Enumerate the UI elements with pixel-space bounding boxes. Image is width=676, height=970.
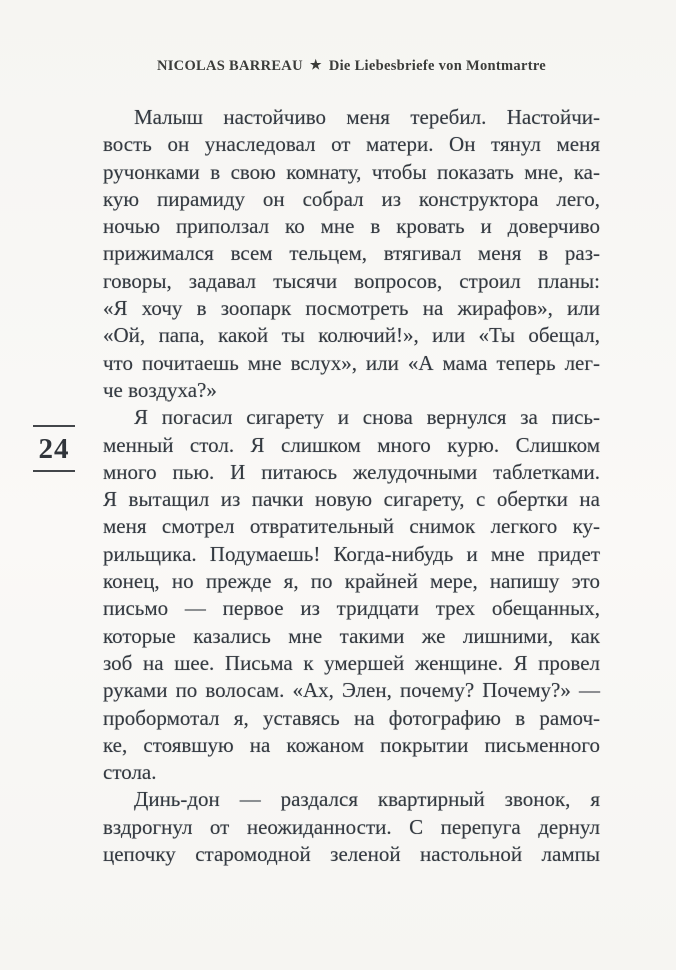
running-head-title: Die Liebesbriefe von Montmartre: [328, 58, 547, 74]
text-line: руками по волосам. «Ах, Элен, почему? Почему?» —: [103, 678, 600, 703]
text-line: «Я хочу в зоопарк посмотреть на жирафов», или: [103, 296, 600, 321]
text-line: Я вытащил из пачки новую сигарету, с обертки на: [103, 487, 600, 512]
text-line: Я погасил сигарету и снова вернулся за пись-: [134, 405, 600, 430]
text-line: рильщика. Подумаешь! Когда-нибудь и мне придет: [103, 541, 600, 566]
text-line: цепочку старомодной зеленой настольной лампы: [103, 842, 600, 867]
text-line: меня смотрел отвратительный снимок легкого ку-: [103, 514, 600, 539]
text-line: говоры, задавал тысячи вопросов, строил планы:: [103, 268, 600, 293]
text-line: зоб на шее. Письма к умершей женщине. Я провел: [103, 650, 600, 675]
text-line: письмо — первое из тридцати трех обещанных,: [103, 596, 600, 621]
text-line: прижимался всем тельцем, втягивал меня в раз-: [103, 241, 600, 266]
page-number-rule-bottom: [33, 470, 75, 472]
page-number-marker: [28, 425, 80, 472]
page-number: 24: [38, 433, 70, 465]
text-line: менный стол. Я слишком много курю. Слишком: [103, 432, 600, 457]
text-line: Малыш настойчиво меня теребил. Настойчи-: [134, 105, 600, 129]
text-line: кую пирамиду он собрал из конструктора лего,: [103, 186, 600, 211]
text-line: че воздуха?»: [103, 377, 217, 402]
text-line: конец, но прежде я, по крайней мере, напишу это: [103, 569, 600, 594]
text-line: стола.: [103, 760, 157, 785]
running-head-author: NICOLAS BARREAU: [156, 58, 303, 74]
text-line: «Ой, папа, какой ты колючий!», или «Ты обещал,: [103, 323, 600, 348]
text-line: которые казались мне такими же лишними, как: [103, 623, 600, 648]
running-head: [103, 58, 600, 75]
text-line: ночью приползал ко мне в кровать и доверчиво: [103, 214, 600, 239]
page-body: [103, 104, 600, 868]
text-line: вость он унаследовал от матери. Он тянул меня: [103, 132, 600, 157]
text-line: много пью. И питаюсь желудочными таблетками.: [103, 459, 600, 484]
text-line: пробормотал я, уставясь на фотографию в рамоч-: [103, 705, 600, 730]
text-line: Динь-дон — раздался квартирный звонок, я: [134, 787, 600, 812]
text-line: вздрогнул от неожиданности. С перепуга дернул: [103, 814, 600, 839]
star-icon: ★: [309, 57, 322, 72]
text-line: ручонками в свою комнату, чтобы показать мне, ка-: [103, 159, 600, 184]
text-line: ке, стоявшую на кожаном покрытии письменного: [103, 732, 600, 757]
text-line: что почитаешь мне вслух», или «А мама теперь лег-: [103, 350, 600, 375]
